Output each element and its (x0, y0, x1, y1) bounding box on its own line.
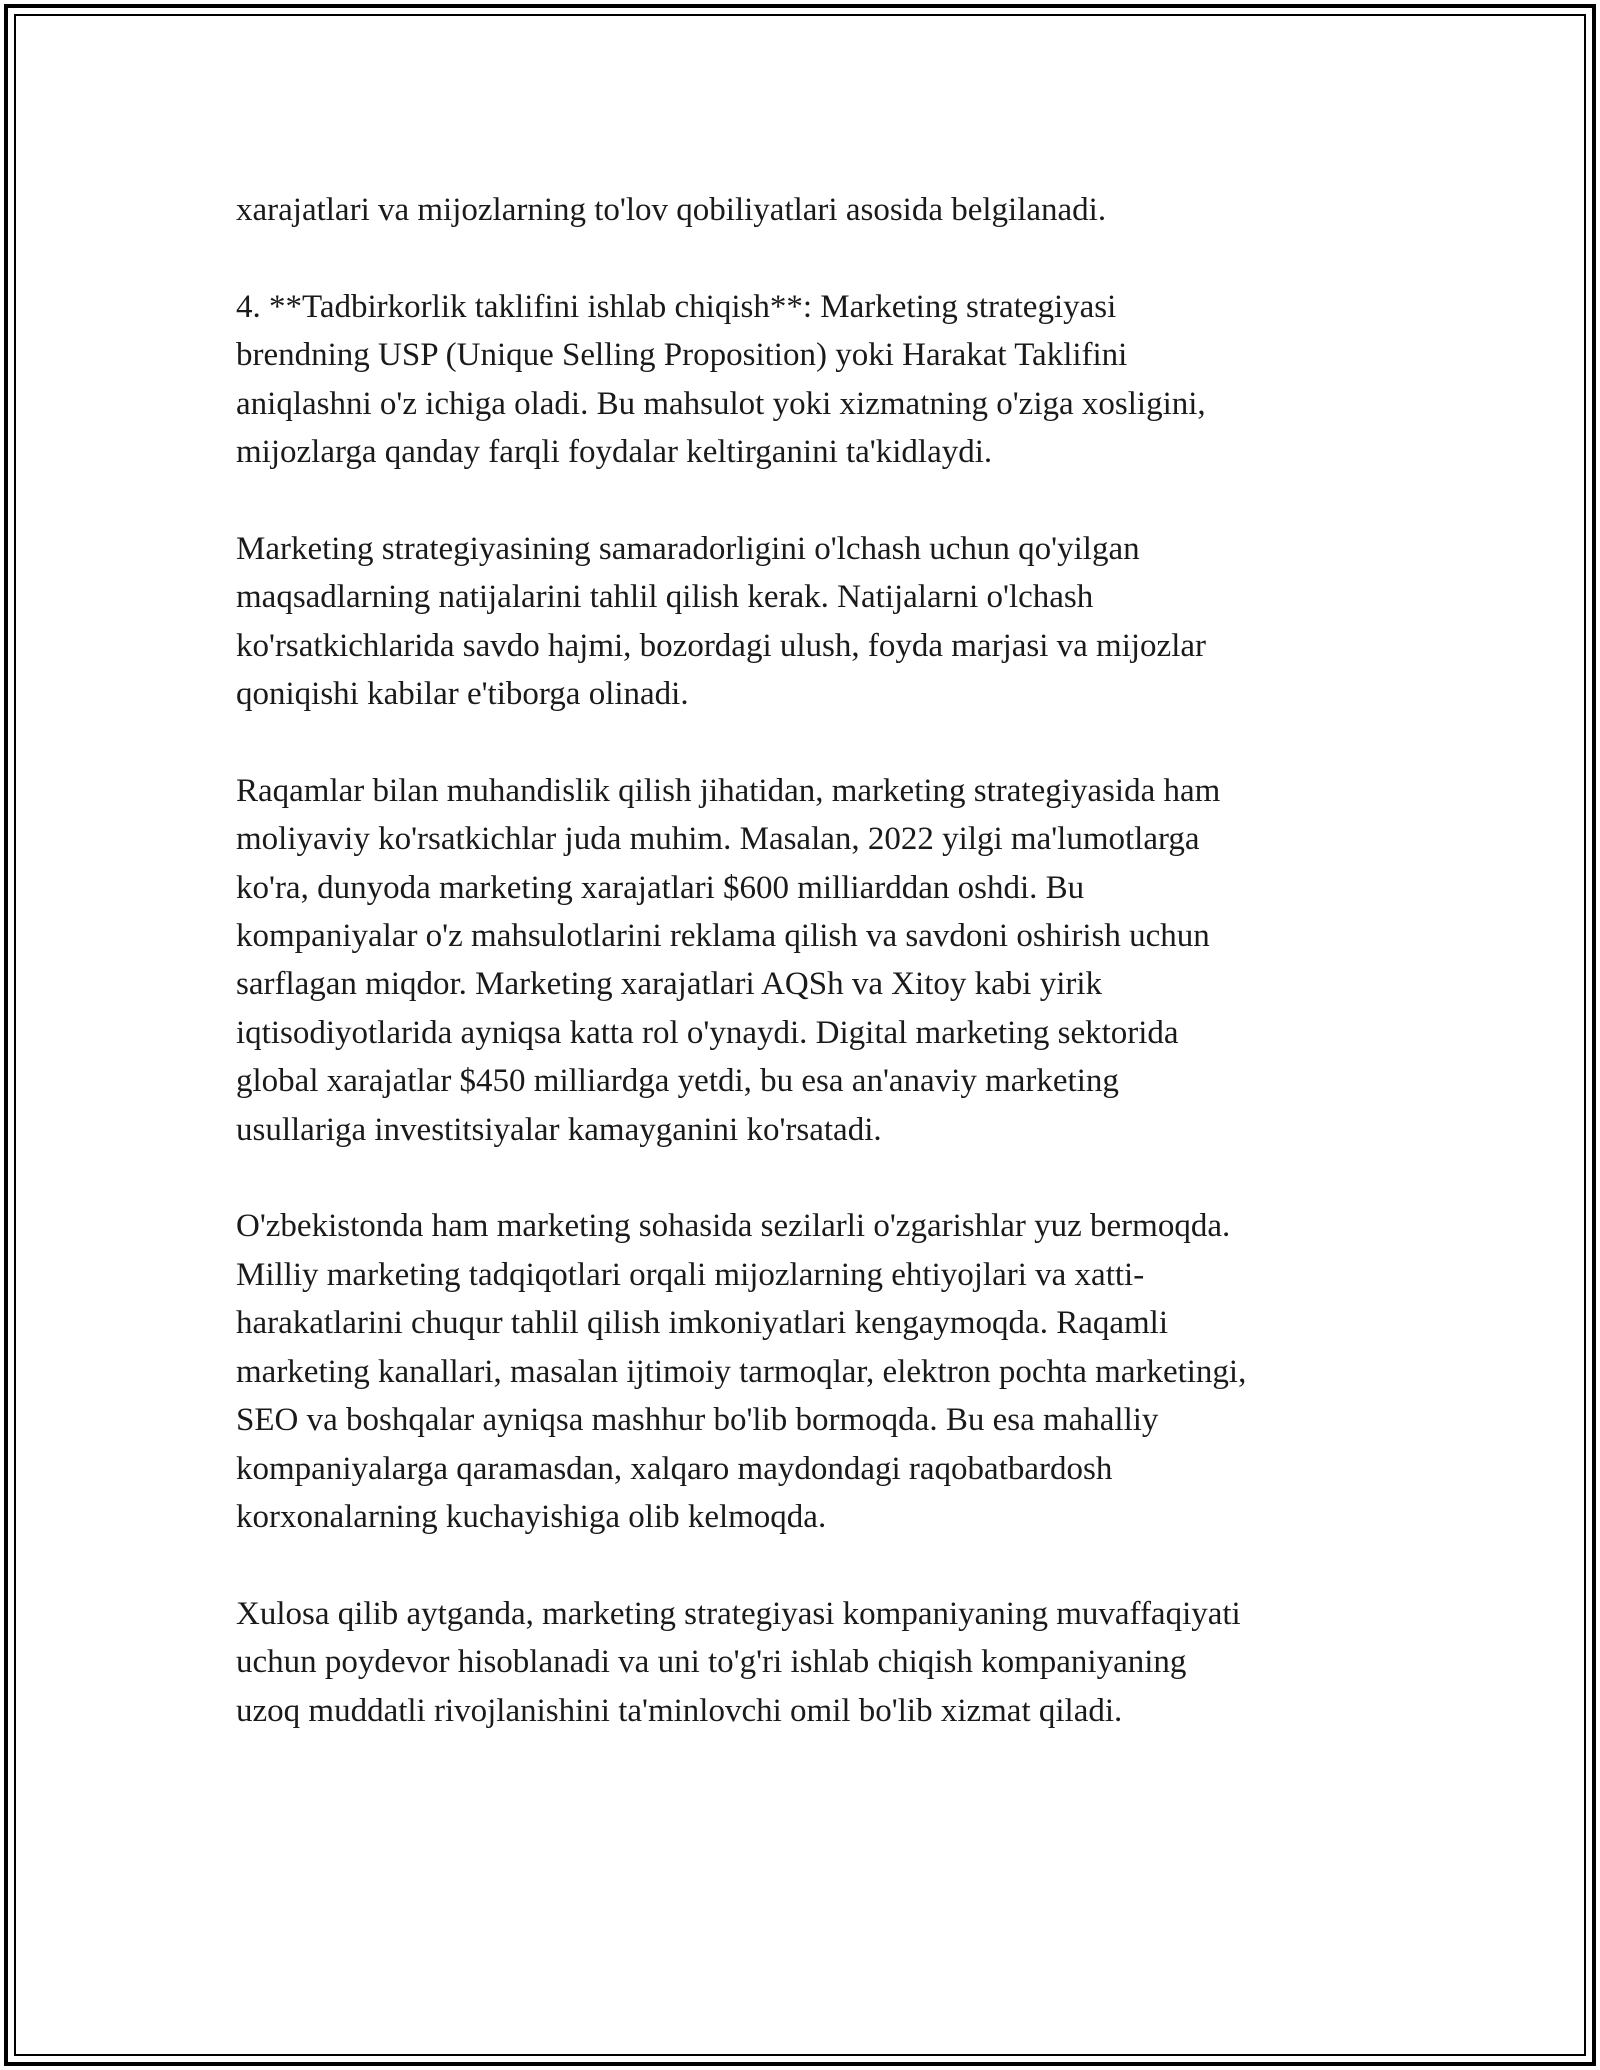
text-line: aniqlashni o'z ichiga oladi. Bu mahsulot yoki xizmatning o'ziga xosligini, (236, 385, 1206, 422)
text-line: Marketing strategiyasining samaradorligini o'lchash uchun qo'yilgan (236, 530, 1140, 567)
text-line: Xulosa qilib aytganda, marketing strategiyasi kompaniyaning muvaffaqiyati (236, 1595, 1241, 1632)
paragraph-pricing-continuation (236, 186, 1376, 234)
text-line: ko'ra, dunyoda marketing xarajatlari $600 milliarddan oshdi. Bu (236, 869, 1085, 906)
text-line: O'zbekistonda ham marketing sohasida sezilarli o'zgarishlar yuz bermoqda. (236, 1208, 1231, 1245)
paragraph-uzbekistan (236, 1202, 1376, 1541)
paragraph-conclusion (236, 1590, 1376, 1735)
text-line: sarflagan miqdor. Marketing xarajatlari AQSh va Xitoy kabi yirik (236, 966, 1103, 1003)
text-line: marketing kanallari, masalan ijtimoiy tarmoqlar, elektron pochta marketingi, (236, 1353, 1247, 1390)
text-line: uchun poydevor hisoblanadi va uni to'g'ri ishlab chiqish kompaniyaning (236, 1644, 1187, 1681)
text-line: harakatlarini chuqur tahlil qilish imkoniyatlari kengaymoqda. Raqamli (236, 1305, 1169, 1342)
text-line: Raqamlar bilan muhandislik qilish jihatidan, marketing strategiyasida ham (236, 772, 1221, 809)
text-line: iqtisodiyotlarida ayniqsa katta rol o'ynaydi. Digital marketing sektorida (236, 1014, 1179, 1051)
text-line: kompaniyalar o'z mahsulotlarini reklama qilish va savdoni oshirish uchun (236, 918, 1210, 955)
paragraph-business-proposal (236, 283, 1376, 477)
text-line: global xarajatlar $450 milliardga yetdi, bu esa an'anaviy marketing (236, 1063, 1119, 1100)
text-line: xarajatlari va mijozlarning to'lov qobiliyatlari asosida belgilanadi. (236, 192, 1107, 228)
paragraph-financial-figures (236, 767, 1376, 1154)
text-line: qoniqishi kabilar e'tiborga olinadi. (236, 676, 689, 713)
text-line: usullariga investitsiyalar kamayganini ko'rsatadi. (236, 1111, 882, 1148)
text-line: brendning USP (Unique Selling Proposition) yoki Harakat Taklifini (236, 337, 1128, 374)
text-line: moliyaviy ko'rsatkichlar juda muhim. Masalan, 2022 yilgi ma'lumotlarga (236, 821, 1200, 858)
document-body (236, 186, 1376, 1783)
text-line: 4. **Tadbirkorlik taklifini ishlab chiqish**: Marketing strategiyasi (236, 288, 1117, 325)
text-line: SEO va boshqalar ayniqsa mashhur bo'lib bormoqda. Bu esa mahalliy (236, 1402, 1159, 1439)
text-line: kompaniyalarga qaramasdan, xalqaro maydondagi raqobatbardosh (236, 1450, 1113, 1487)
text-line: mijozlarga qanday farqli foydalar keltirganini ta'kidlaydi. (236, 434, 993, 471)
text-line: Milliy marketing tadqiqotlari orqali mijozlarning ehtiyojlari va xatti- (236, 1256, 1145, 1293)
text-line: uzoq muddatli rivojlanishini ta'minlovchi omil bo'lib xizmat qiladi. (236, 1692, 1123, 1729)
text-line: ko'rsatkichlarida savdo hajmi, bozordagi ulush, foyda marjasi va mijozlar (236, 627, 1207, 664)
text-line: maqsadlarning natijalarini tahlil qilish kerak. Natijalarni o'lchash (236, 579, 1094, 616)
text-line: korxonalarning kuchayishiga olib kelmoqda. (236, 1498, 827, 1535)
paragraph-effectiveness (236, 525, 1376, 719)
